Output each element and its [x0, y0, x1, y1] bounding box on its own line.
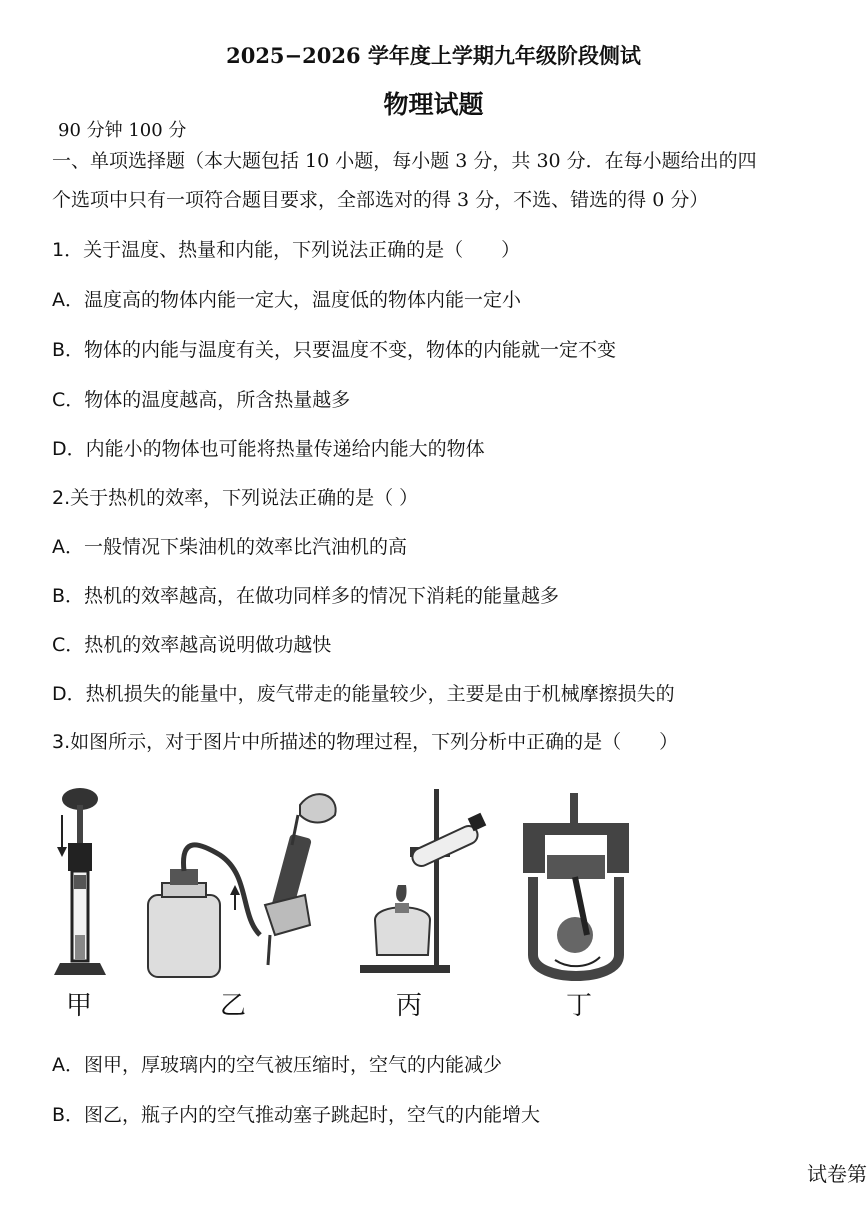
- question-1-option-a: A．温度高的物体内能一定大，温度低的物体内能一定小: [52, 289, 521, 311]
- page-footer: 试卷第: [807, 1162, 867, 1186]
- question-2-option-c: C．热机的效率越高说明做功越快: [52, 634, 332, 656]
- section-instructions-line-1: 一、单项选择题（本大题包括 10 小题，每小题 3 分，共 30 分．在每小题给出的四: [52, 150, 757, 172]
- question-1-option-b: B．物体的内能与温度有关，只要温度不变，物体的内能就一定不变: [52, 339, 617, 361]
- figure-yi-bottle-pump: [140, 785, 350, 985]
- question-1-option-c: C．物体的温度越高，所含热量越多: [52, 389, 351, 411]
- question-3-stem: 3.如图所示，对于图片中所描述的物理过程，下列分析中正确的是（ ）: [52, 731, 679, 753]
- figure-label-yi: 乙: [220, 991, 247, 1021]
- question-1-stem: 1．关于温度、热量和内能，下列说法正确的是（ ）: [52, 239, 521, 261]
- figure-bing-test-tube-heating: [350, 785, 510, 985]
- question-2-option-a: A．一般情况下柴油机的效率比汽油机的高: [52, 536, 407, 558]
- section-instructions-line-2: 个选项中只有一项符合题目要求，全部选对的得 3 分，不选、错选的得 0 分）: [52, 189, 709, 211]
- figure-jia-compression-cylinder: [40, 785, 125, 985]
- figure-label-ding: 丁: [566, 991, 593, 1021]
- exam-subject: 物理试题: [383, 90, 484, 119]
- question-3-option-a: A．图甲，厚玻璃内的空气被压缩时，空气的内能减少: [52, 1054, 502, 1076]
- exam-title: 2025−2026 学年度上学期九年级阶段侧试: [226, 43, 641, 68]
- question-3-option-b: B．图乙，瓶子内的空气推动塞子跳起时，空气的内能增大: [52, 1104, 541, 1126]
- figure-label-jia: 甲: [66, 991, 93, 1021]
- figure-ding-engine-cylinder: [515, 785, 640, 985]
- question-2-stem: 2.关于热机的效率，下列说法正确的是（ ）: [52, 487, 419, 509]
- question-2-option-d: D．热机损失的能量中，废气带走的能量较少，主要是由于机械摩擦损失的: [52, 683, 675, 705]
- question-1-option-d: D．内能小的物体也可能将热量传递给内能大的物体: [52, 438, 485, 460]
- question-2-option-b: B．热机的效率越高，在做功同样多的情况下消耗的能量越多: [52, 585, 560, 607]
- exam-duration-score: 90 分钟 100 分: [58, 120, 187, 141]
- figure-label-bing: 丙: [396, 991, 423, 1021]
